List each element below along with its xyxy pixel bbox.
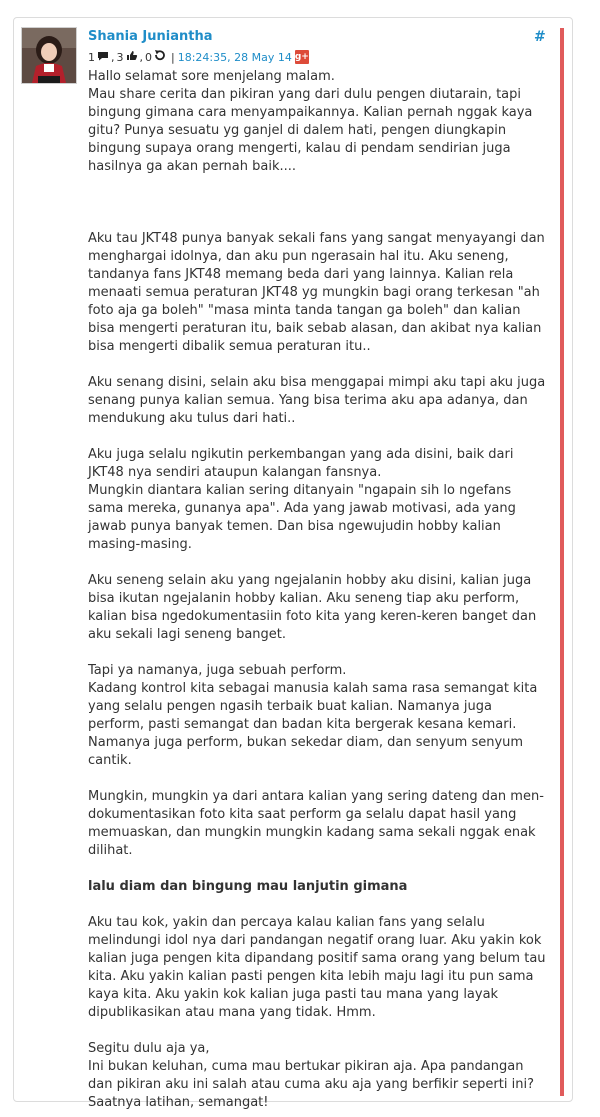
- author-name[interactable]: Shania Juniantha: [88, 29, 213, 44]
- avatar[interactable]: [21, 27, 77, 84]
- reshare-count: 0: [145, 50, 152, 64]
- paragraph-spacer: [88, 428, 550, 446]
- post-paragraph: Aku juga selalu ngikutin perkembangan yang ada disini, baik dari JKT48 nya sendiri ataupun kalangan fansnya. Mungkin diantara kalian sering ditanyain "ngapain sih lo ngefans sama mereka, gunanya apa". Ada yang jawab motivasi, ada yang jawab punya banyak temen. Dan bisa ngewujudin hobby kalian masing-masing.: [88, 447, 516, 552]
- post-paragraph: Aku tau JKT48 punya banyak sekali fans yang sangat menyayangi dan menghargai idolnya, dan aku pun ngerasain hal itu. Aku seneng, tandanya fans JKT48 memang beda dari yang lainnya. Kalian rela menaati semua peraturan JKT48 yg mungkin bagi orang terkesan "ah foto aja ga boleh" "masa minta tanda tangan ga boleh" dan kalian bisa mengerti peraturan itu, baik sebab alasan, dan akibat nya kalian bisa mengerti dibalik semua peraturan itu..: [88, 231, 545, 354]
- paragraph-spacer: [88, 644, 550, 662]
- accent-bar: [560, 28, 564, 1096]
- comment-icon[interactable]: [97, 51, 109, 64]
- post-paragraph: Aku tau kok, yakin dan percaya kalau kalian fans yang selalu melindungi idol nya dari pandangan negatif orang luar. Aku yakin kok kalian juga pengen kita dipandang positif sama orang yang belum tau kita. Aku yakin kalian pasti pengen kita lebih maju lagi itu pun sama kaya kita. Aku yakin kok kalian juga pasti tau mana yang layak dipublikasikan atau mana yang tidak. Hmm.: [88, 915, 546, 1020]
- post-paragraph: Mungkin, mungkin ya dari antara kalian yang sering dateng dan men-dokumentasikan foto kita saat perform ga selalu dapat hasil yang memuaskan, dan mungkin mungkin kadang sama sekali nggak enak dilihat.: [88, 789, 544, 858]
- paragraph-spacer: [88, 554, 550, 572]
- reshare-icon[interactable]: [154, 50, 166, 64]
- paragraph-spacer: [88, 356, 550, 374]
- meta-comma-1: ,: [111, 50, 115, 64]
- paragraph-spacer: [88, 1022, 550, 1040]
- meta-separator: |: [171, 50, 175, 64]
- paragraph-spacer: [88, 896, 550, 914]
- post-paragraph: Segitu dulu aja ya, Ini bukan keluhan, cuma mau bertukar pikiran aja. Apa pandangan dan pikiran aku ini salah atau cuma aku aja yang berfikir seperti ini? Saatnya latihan, semangat!: [88, 1041, 534, 1110]
- like-count: 3: [116, 50, 124, 64]
- post-timestamp[interactable]: 18:24:35, 28 May 14: [177, 50, 292, 64]
- meta-comma-2: ,: [139, 50, 143, 64]
- permalink-link[interactable]: #: [534, 29, 546, 45]
- paragraph-spacer: [88, 770, 550, 788]
- like-icon[interactable]: [126, 50, 138, 64]
- post-meta: [88, 49, 309, 65]
- paragraph-spacer: [88, 176, 550, 230]
- post-content: [88, 68, 550, 1112]
- google-plus-icon[interactable]: g+: [294, 52, 309, 62]
- post-paragraph: Hallo selamat sore menjelang malam. Mau share cerita dan pikiran yang dari dulu pengen diutarain, tapi bingung gimana cara menyampaikannya. Kalian pernah nggak kaya gitu? Punya sesuatu yg ganjel di dalem hati, pengen diungkapin bingung supaya orang mengerti, kalau di pendam sendirian juga hasilnya ga akan pernah baik....: [88, 69, 533, 174]
- post-paragraph: Aku seneng selain aku yang ngejalanin hobby aku disini, kalian juga bisa ikutan ngejalanin hobby kalian. Aku seneng tiap aku perform, kalian bisa ngedokumentasiin foto kita yang keren-keren banget dan aku sekali lagi seneng banget.: [88, 573, 537, 642]
- post-bold-line: [88, 878, 550, 896]
- avatar-photo: [22, 28, 76, 83]
- bold-line-text: lalu diam dan bingung mau lanjutin gimana: [88, 879, 408, 894]
- paragraph-spacer: [88, 860, 550, 878]
- post-paragraph: Aku senang disini, selain aku bisa menggapai mimpi aku tapi aku juga senang punya kalian semua. Yang bisa terima aku apa adanya, dan mendukung aku tulus dari hati..: [88, 375, 546, 426]
- post-paragraph: Tapi ya namanya, juga sebuah perform. Kadang kontrol kita sebagai manusia kalah sama rasa semangat kita yang selalu pengen ngasih terbaik buat kalian. Namanya juga perform, pasti semangat dan badan kita bergerak kesana kemari. Namanya juga perform, bukan sekedar diam, dan senyum senyum cantik.: [88, 663, 538, 768]
- comment-count: 1: [88, 50, 95, 64]
